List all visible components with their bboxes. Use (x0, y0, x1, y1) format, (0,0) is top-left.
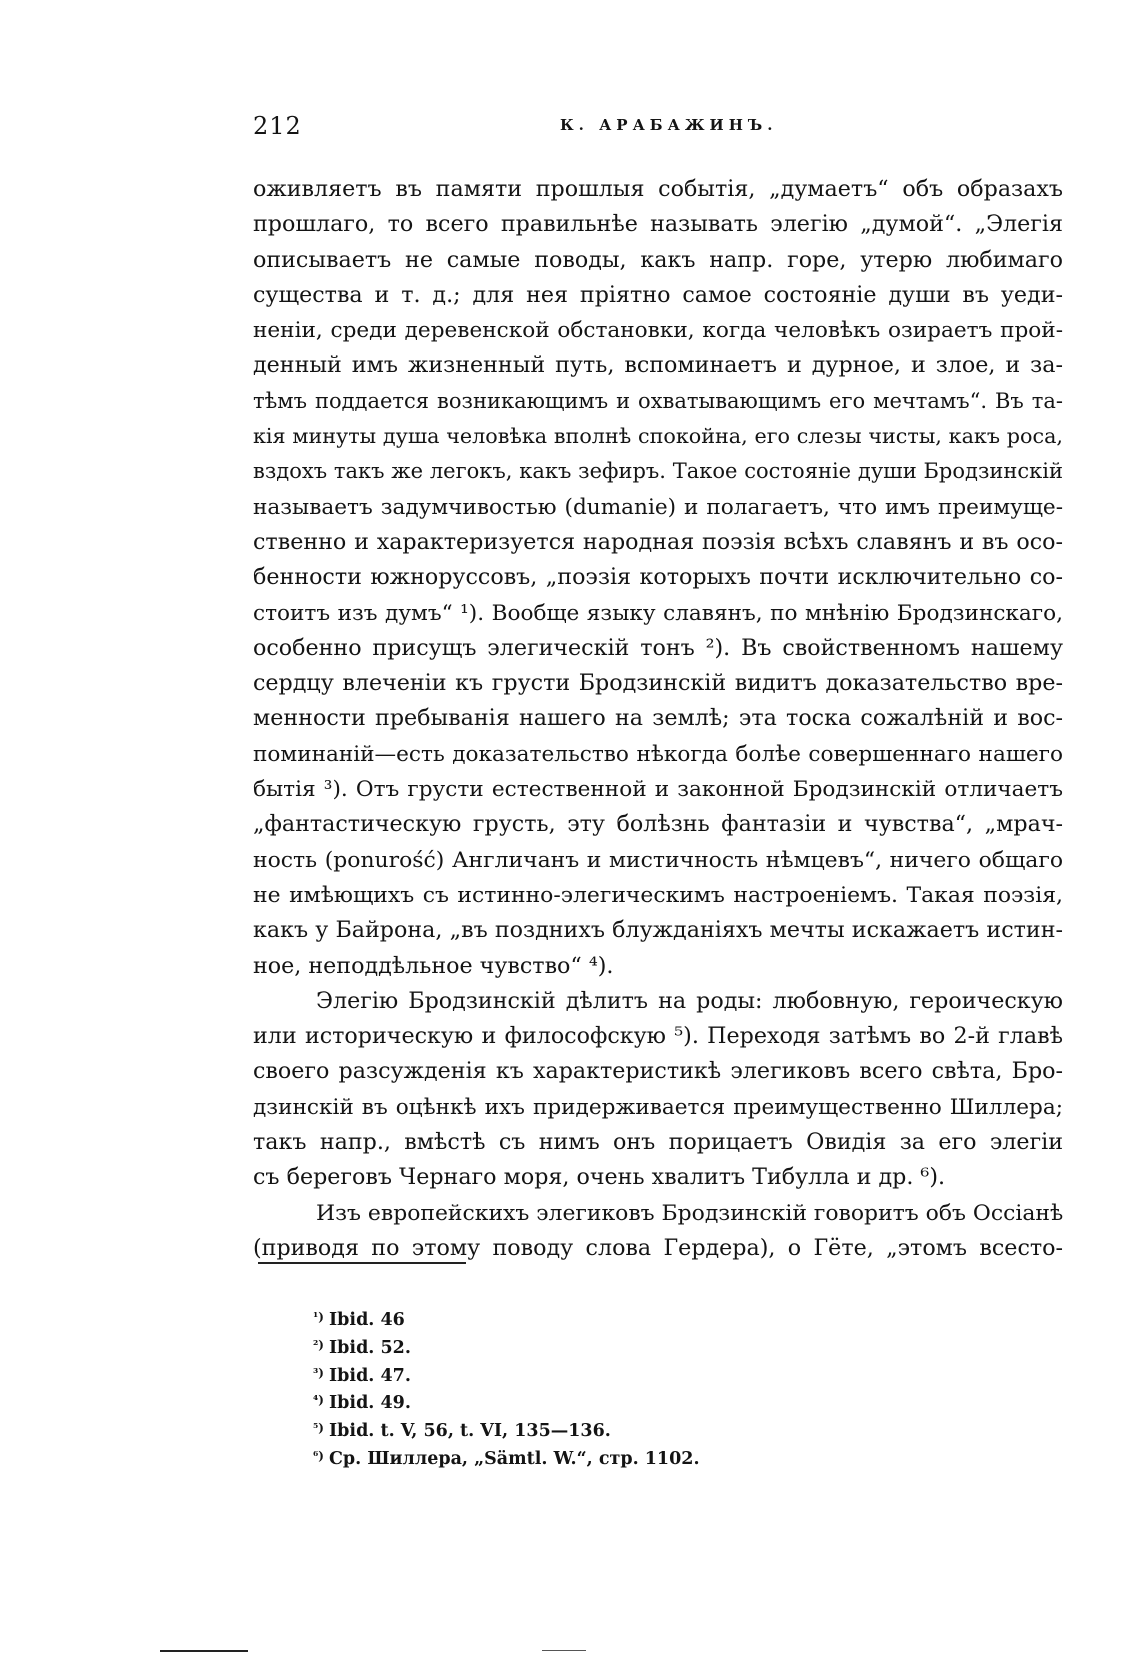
footnote-text: Ibid. 49. (329, 1393, 411, 1414)
text-line: съ береговъ Чернаго моря, очень хвалитъ Тибулла и др. ⁶). (253, 1164, 946, 1191)
text-line: бытія ³). Отъ грусти естественной и законной Бродзинскій отличаетъ (253, 777, 1063, 803)
footnote-item (313, 1415, 913, 1443)
page-number: 212 (253, 112, 302, 140)
footnote-item (313, 1387, 913, 1415)
text-line: поминаній—есть доказательство нѣкогда болѣе совершеннаго нашего (253, 741, 1063, 767)
text-line: стоитъ изъ думъ“ ¹). Вообще языку славянъ, по мнѣнію Бродзинскаго, (253, 600, 1063, 626)
text-line: (приводя по этому поводу слова Гердера), о Гёте, „этомъ всесто- (253, 1234, 1063, 1261)
page-edge-mark (160, 1650, 248, 1652)
text-line: сердцу влеченіи къ грусти Бродзинскій видитъ доказательство вре- (253, 670, 1063, 697)
text-line: ственно и характеризуется народная поэзія всѣхъ славянъ и въ осо- (253, 528, 1063, 555)
footnote-text: Ibid. 46 (329, 1310, 405, 1330)
text-line: или историческую и философскую ⁵). Переходя затѣмъ во 2-й главѣ (253, 1023, 1063, 1050)
text-line: существа и т. д.; для нея пріятно самое состояніе души въ уеди- (253, 281, 1063, 308)
footnote-mark: ⁴) (313, 1393, 324, 1408)
footnote-mark: ¹) (313, 1310, 324, 1324)
text-line: ное, неподдѣльное чувство“ ⁴). (253, 952, 614, 979)
footnote-mark: ⁵) (313, 1421, 324, 1436)
text-line: неніи, среди деревенской обстановки, когда человѣкъ озираетъ прой- (253, 318, 1063, 344)
text-line: кія минуты душа человѣка вполнѣ спокойна, его слезы чисты, какъ роса, (253, 424, 1063, 449)
text-line: называетъ задумчивостью (dumanie) и полагаетъ, что имъ преимуще- (253, 494, 1063, 520)
footnote-item (313, 1304, 913, 1332)
text-line: ность (ponurość) Англичанъ и мистичность нѣмцевъ“, ничего общаго (253, 847, 1063, 873)
text-line: какъ у Байрона, „въ позднихъ блужданіяхъ мечты искажаетъ истин- (253, 917, 1063, 944)
text-line: тѣмъ поддается возникающимъ и охватывающимъ его мечтамъ“. Въ та- (253, 388, 1063, 413)
text-line: своего разсужденія къ характеристикѣ элегиковъ всего свѣта, Бро- (253, 1058, 1063, 1085)
footnote-mark: ⁶) (313, 1448, 324, 1463)
footnote-mark: ³) (313, 1365, 324, 1380)
footnote-item (313, 1360, 913, 1388)
text-line: описываетъ не самые поводы, какъ напр. горе, утерю любимаго (253, 246, 1063, 273)
text-line: особенно присущъ элегическій тонъ ²). Въ свойственномъ нашему (253, 634, 1063, 661)
footnote-item (313, 1443, 913, 1471)
text-line: менности пребыванія нашего на землѣ; эта тоска сожалѣній и вос- (253, 705, 1063, 732)
text-line: прошлаго, то всего правильнѣе называть элегію „думой“. „Элегія (253, 211, 1063, 238)
footnote-text: Ibid. t. V, 56, t. VI, 135—136. (329, 1421, 611, 1442)
text-line: дзинскій въ оцѣнкѣ ихъ придерживается преимущественно Шиллера; (253, 1094, 1063, 1120)
footnote-text: Ibid. 47. (329, 1365, 411, 1386)
text-line: Изъ европейскихъ элегиковъ Бродзинскій говоритъ объ Оссіанѣ (316, 1200, 1063, 1226)
text-line: бенности южноруссовъ, „поэзія которыхъ почти исключительно со- (253, 564, 1063, 591)
footnote-mark: ²) (313, 1337, 324, 1352)
text-line: „фантастическую грусть, эту болѣзнь фантазіи и чувства“, „мрач- (253, 811, 1063, 838)
text-line: Элегію Бродзинскій дѣлитъ на роды: любовную, героическую (316, 987, 1063, 1014)
text-line: денный имъ жизненный путь, вспоминаетъ и дурное, и злое, и за- (253, 352, 1063, 379)
text-line: такъ напр., вмѣстѣ съ нимъ онъ порицаетъ Овидія за его элегіи (253, 1129, 1063, 1156)
page-edge-mark (542, 1650, 586, 1651)
text-line: вздохъ такъ же легокъ, какъ зефиръ. Такое состояніе души Бродзинскій (253, 459, 1063, 484)
footnote-divider (258, 1262, 466, 1264)
footnote-text: Ср. Шиллера, „Sämtl. W.“, стр. 1102. (329, 1448, 700, 1469)
footnote-text: Ibid. 52. (329, 1337, 411, 1358)
text-line: не имѣющихъ съ истинно-элегическимъ настроеніемъ. Такая поэзія, (253, 882, 1063, 908)
footnote-item (313, 1332, 913, 1360)
footnotes (313, 1304, 913, 1471)
text-line: оживляетъ въ памяти прошлыя событія, „думаетъ“ объ образахъ (253, 176, 1063, 202)
running-head: К. АРАБАЖИНЪ. (560, 116, 778, 134)
body-text (253, 172, 1063, 1266)
